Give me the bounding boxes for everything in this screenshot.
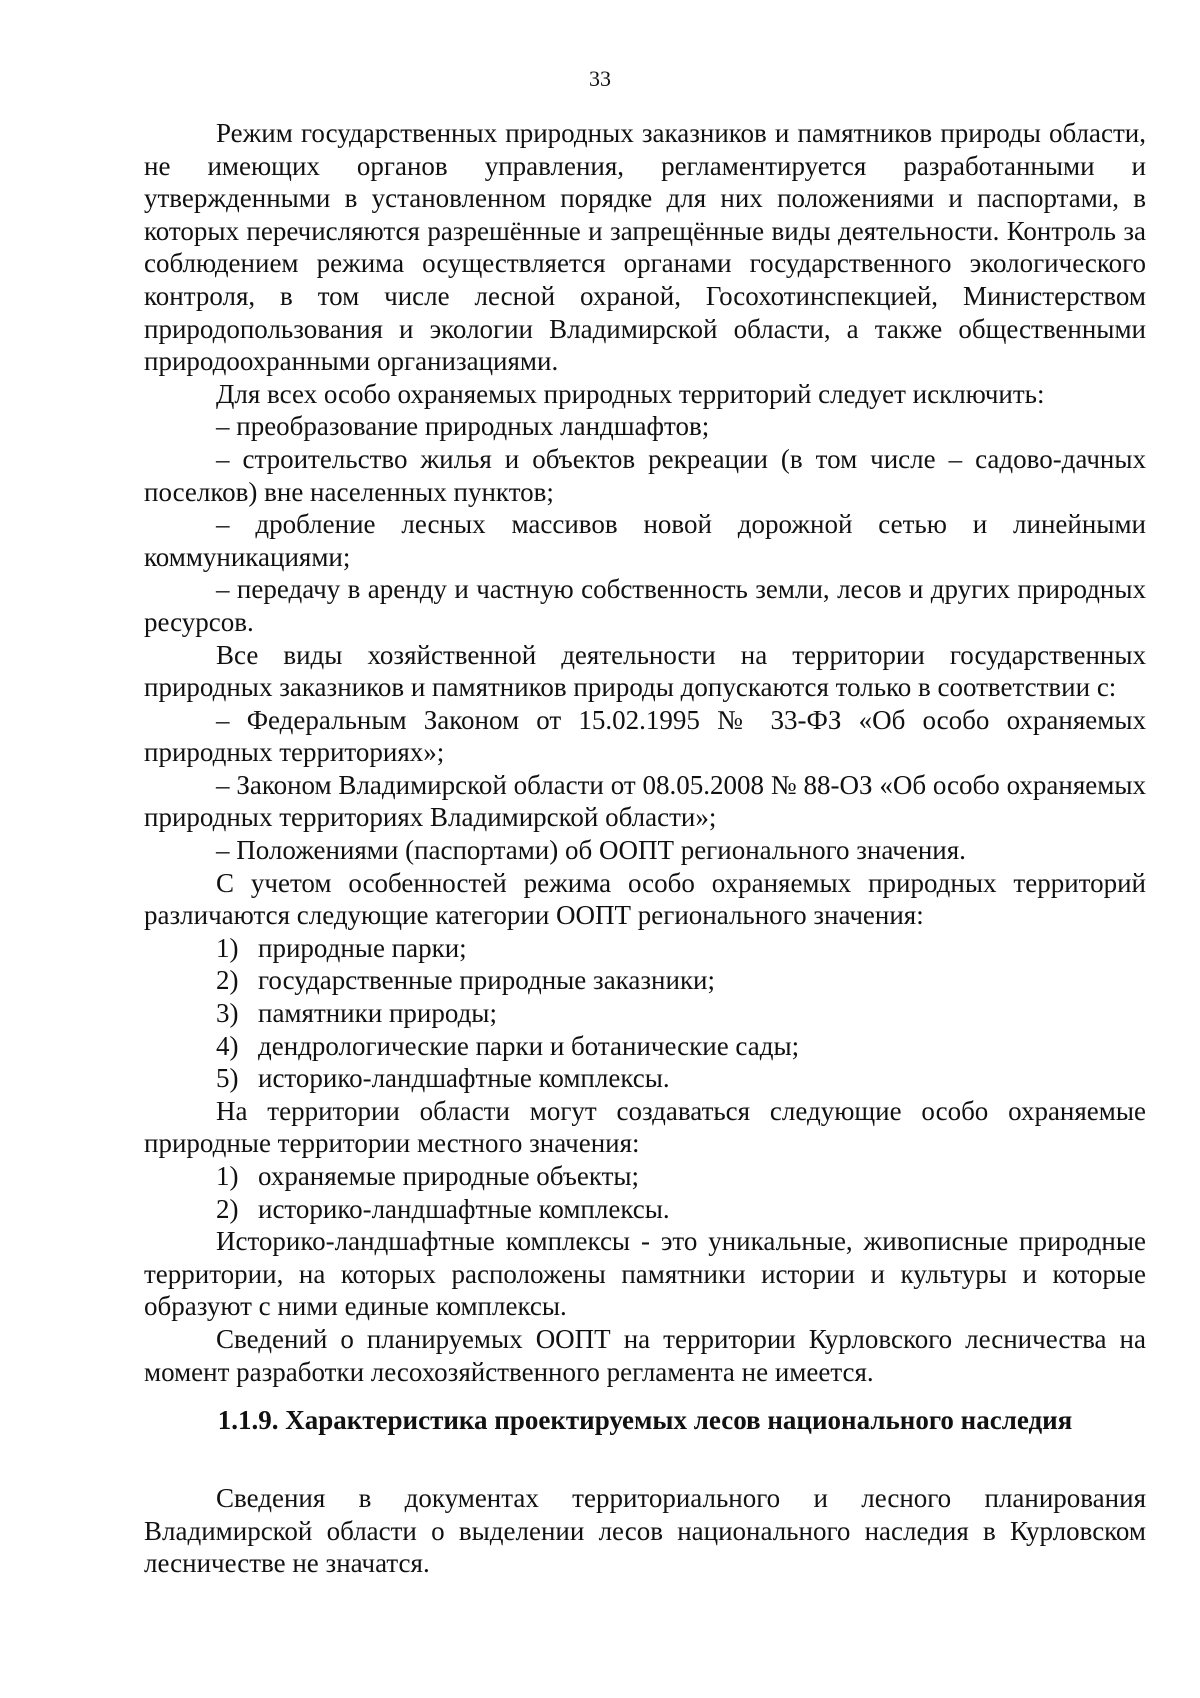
list-item: 2) историко-ландшафтные комплексы. [216,1193,670,1224]
exclusion-item: – дробление лесных массивов новой дорожной сетью и линейными коммуникациями; [144,509,1146,572]
list-item: 4) дендрологические парки и ботанические сады; [216,1030,800,1061]
list-item: 3) памятники природы; [216,998,497,1029]
paragraph-categories: С учетом особенностей режима особо охраняемых природных территорий различаются следующие категории ООПТ регионального значения: [144,867,1146,931]
paragraph-national-heritage: Сведения в документах территориального и лесного планирования Владимирской области о выделении лесов национального наследия в Курловском лесничестве не значатся. [144,1483,1146,1579]
paragraph-exclusions-intro: Для всех особо охраняемых природных территорий следует исключить: [216,378,1045,409]
paragraph-local: На территории области могут создаваться следующие особо охраняемые природные территории местного значения: [144,1095,1146,1159]
local-categories-list [144,1160,1146,1225]
regional-categories-list [144,932,1146,1095]
page-number: 33 [589,66,611,91]
section-body [144,1482,1146,1580]
list-item: 5) историко-ландшафтные комплексы. [216,1063,670,1094]
section-heading: 1.1.9. Характеристика проектируемых лесов национального наследия [217,1405,1073,1435]
list-item: 1) природные парки; [216,932,467,963]
paragraph-activities: Все виды хозяйственной деятельности на территории государственных природных заказников и памятников природы допускаются только в соответствии с: [144,639,1146,703]
exclusion-item: – передачу в аренду и частную собственность земли, лесов и других природных ресурсов. [144,574,1146,637]
exclusion-item: – преобразование природных ландшафтов; [216,411,710,442]
paragraph-historic-landscape: Историко-ландшафтные комплексы - это уникальные, живописные природные территории, на которых расположены памятники истории и культуры и которые образуют с ними единые комплексы. [144,1226,1146,1322]
list-item: 2) государственные природные заказники; [216,965,716,996]
law-item: – Положениями (паспортами) об ООПТ регионального значения. [216,835,966,866]
paragraph-regime: Режим государственных природных заказников и памятников природы области, не имеющих органов управления, регламентируется разработанными и утвержденными в установленном порядке для них положениями и паспортами, в которых перечисляются разрешённые и запрещённые виды деятельности. Контроль за соблюдением режима осуществляется органами государственного экологического контроля, в том числе лесной охраной, Госохотинспекцией, Министерством природопользования и экологии Владимирской области, а также общественными природоохранными организациями. [144,118,1146,377]
paragraph-planned-oopt: Сведений о планируемых ООПТ на территории Курловского лесничества на момент разработки лесохозяйственного регламента не имеется. [144,1323,1146,1387]
exclusion-item: – строительство жилья и объектов рекреации (в том числе – садово-дачных поселков) вне населенных пунктов; [144,443,1146,507]
body-text [144,117,1146,1388]
law-item: – Законом Владимирской области от 08.05.2008 № 88-ОЗ «Об особо охраняемых природных территориях Владимирской области»; [144,769,1146,833]
list-item: 1) охраняемые природные объекты; [216,1161,640,1191]
law-item: – Федеральным Законом от 15.02.1995 № 33-ФЗ «Об особо охраняемых природных территориях»; [144,704,1146,768]
